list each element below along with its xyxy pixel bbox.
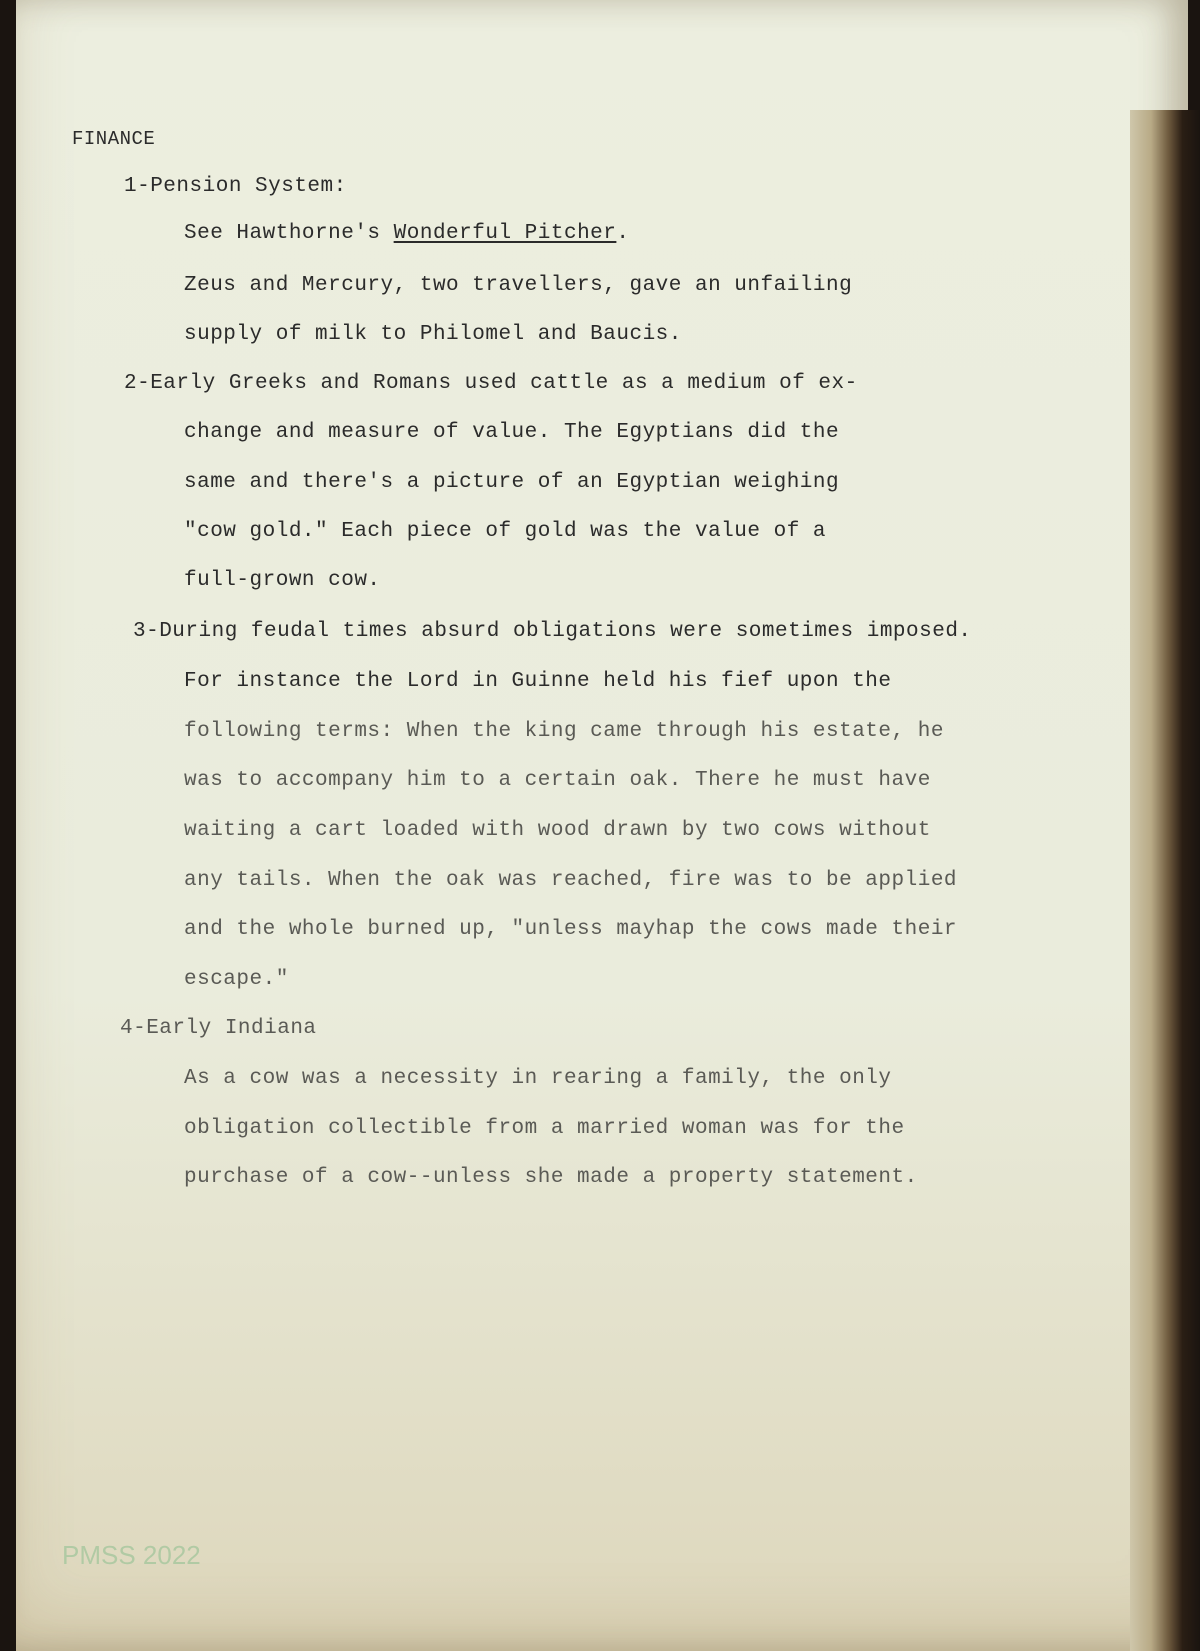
section-4-title: 4-Early Indiana (120, 1017, 317, 1040)
section-2-line: "cow gold." Each piece of gold was the value of a (184, 520, 827, 543)
section-3-line: waiting a cart loaded with wood drawn by two cows without (184, 819, 931, 842)
section-3-line: escape." (184, 968, 289, 991)
section-3-line: and the whole burned up, "unless mayhap the cows made their (184, 918, 958, 941)
book-page-stack-edge (1130, 110, 1200, 1651)
section-2-line: change and measure of value. The Egyptians did the (184, 421, 840, 444)
section-2-line: full-grown cow. (184, 569, 381, 592)
reference-prefix: See Hawthorne's (184, 222, 394, 245)
section-3-line: any tails. When the oak was reached, fire was to be applied (184, 869, 958, 892)
section-1-reference (184, 222, 630, 245)
archive-watermark: PMSS 2022 (62, 1540, 201, 1570)
section-2-line: same and there's a picture of an Egyptian weighing (184, 471, 840, 494)
book-title: Wonderful Pitcher (393, 222, 617, 245)
section-1-line: Zeus and Mercury, two travellers, gave an unfailing (184, 274, 853, 297)
section-2-first-line: 2-Early Greeks and Romans used cattle as a medium of ex- (124, 372, 858, 395)
section-4-line: purchase of a cow--unless she made a property statement. (184, 1166, 918, 1189)
left-page-edge (0, 0, 16, 1651)
section-3-first-line: 3-During feudal times absurd obligations were sometimes imposed. (133, 620, 972, 643)
section-1-title: 1-Pension System: (124, 175, 347, 198)
reference-suffix: . (616, 222, 630, 245)
section-3-line: following terms: When the king came through his estate, he (184, 720, 944, 743)
section-3-line: For instance the Lord in Guinne held his fief upon the (184, 670, 892, 693)
section-4-line: obligation collectible from a married woman was for the (184, 1117, 905, 1140)
section-1-line: supply of milk to Philomel and Baucis. (184, 323, 682, 346)
section-3-line: was to accompany him to a certain oak. There he must have (184, 769, 931, 792)
page-heading: FINANCE (72, 128, 156, 150)
section-4-line: As a cow was a necessity in rearing a family, the only (184, 1067, 892, 1090)
